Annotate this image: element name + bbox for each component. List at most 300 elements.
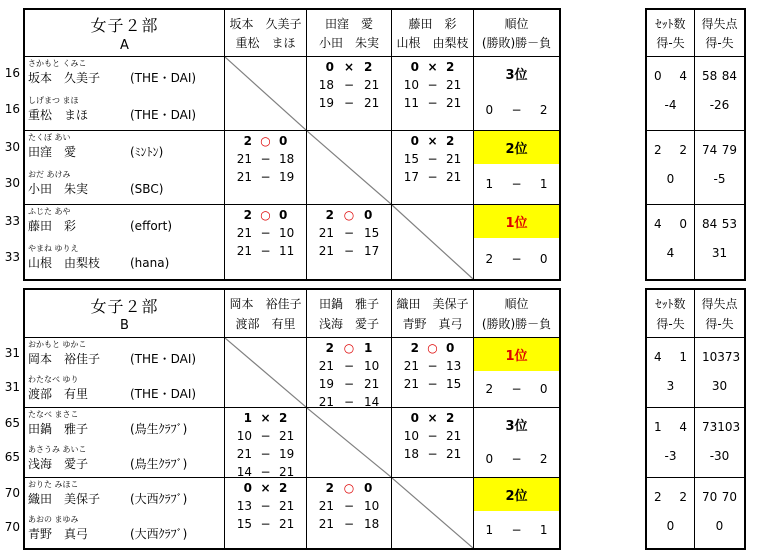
- sets-lost: 2: [446, 411, 455, 425]
- rank-cell: [474, 57, 559, 131]
- self-match-cell: [307, 131, 392, 205]
- score-dash: −: [343, 395, 355, 408]
- score-dash: −: [427, 429, 438, 443]
- losses: 0: [539, 382, 548, 396]
- sets-lost: 0: [364, 481, 373, 495]
- game-score: 21: [446, 447, 462, 461]
- opponent-header: [392, 290, 474, 338]
- points-for: 70: [702, 490, 718, 504]
- opponent-name: 岡本 裕佳子: [229, 297, 302, 311]
- player-entry: [25, 168, 224, 205]
- sets-lost: 2: [364, 60, 373, 74]
- team-cell: [25, 205, 225, 279]
- sets-summary-cell: [647, 131, 695, 205]
- game-score: 21: [403, 359, 419, 373]
- match-cell: [392, 338, 474, 408]
- opponent-header: [307, 10, 392, 57]
- score-dash: −: [427, 152, 438, 166]
- losses: 1: [539, 522, 548, 537]
- game-score: 21: [446, 429, 462, 443]
- match-cell: [225, 205, 307, 279]
- opponent-name: 小田 朱実: [318, 36, 379, 51]
- game-score: 21: [236, 244, 252, 258]
- score-dash: −: [343, 96, 355, 110]
- player-name: 田窪 愛: [28, 145, 77, 159]
- game-score: 21: [318, 359, 334, 373]
- opponent-header: [307, 290, 392, 338]
- sets-subtitle: 得-失: [656, 36, 685, 51]
- sets-against: 4: [679, 69, 687, 83]
- result-symbol: ×: [427, 411, 438, 425]
- points-for: 103: [702, 350, 725, 364]
- score-dash: −: [511, 452, 522, 466]
- sets-won: 2: [325, 481, 334, 495]
- player-entry: [25, 242, 224, 279]
- score-dash: −: [343, 517, 355, 531]
- player-entry: [25, 373, 224, 408]
- score-dash: −: [511, 522, 522, 537]
- sets-lost: 1: [364, 341, 373, 355]
- sets-won: 0: [410, 411, 419, 425]
- player-furigana: たなべ まさこ: [28, 410, 79, 419]
- match-cell: [225, 478, 307, 548]
- sets-against: 0: [679, 217, 687, 231]
- points-for: 73: [702, 420, 718, 434]
- score-dash: −: [343, 78, 355, 92]
- game-score: 11: [403, 96, 419, 110]
- row-number: 30: [4, 140, 20, 154]
- points-diff: -5: [713, 172, 726, 186]
- row-number: 70: [4, 486, 20, 500]
- player-club: (大西ｸﾗﾌﾞ): [130, 527, 188, 541]
- sets-won: 2: [325, 341, 334, 355]
- player-club: (THE・DAI): [130, 352, 197, 366]
- points-against: 73: [724, 350, 741, 364]
- row-number: 70: [4, 520, 20, 534]
- sets-lost: 0: [279, 134, 288, 148]
- game-score: 13: [236, 499, 252, 513]
- player-entry: [25, 478, 224, 513]
- game-score: 21: [364, 78, 380, 92]
- match-cell: [392, 408, 474, 478]
- points-diff: 31: [711, 246, 728, 260]
- points-against: 84: [721, 69, 737, 83]
- self-match-cell: [225, 57, 307, 131]
- win-loss: [474, 511, 559, 548]
- score-dash: −: [511, 103, 522, 117]
- points-summary-cell: [695, 338, 744, 408]
- row-number: 65: [4, 450, 20, 464]
- points-diff: 30: [711, 379, 728, 393]
- game-score: 21: [236, 226, 252, 240]
- opponent-name: 田窪 愛: [324, 16, 373, 31]
- match-cell: [225, 131, 307, 205]
- player-entry: [25, 131, 224, 168]
- sets-for: 4: [654, 350, 662, 364]
- sets-summary-cell: [647, 338, 695, 408]
- group-letter: A: [120, 37, 129, 53]
- result-symbol: ○: [427, 341, 438, 355]
- sets-won: 0: [243, 481, 252, 495]
- game-score: 17: [403, 170, 419, 184]
- score-dash: −: [260, 517, 271, 531]
- player-name: 渡部 有里: [28, 386, 89, 401]
- wins: 1: [485, 177, 494, 191]
- player-club: (鳥生ｸﾗﾌﾞ): [130, 456, 188, 471]
- sets-summary-header: [647, 10, 695, 57]
- player-name: 岡本 裕佳子: [28, 352, 101, 366]
- game-score: 10: [364, 499, 380, 513]
- self-match-cell: [225, 338, 307, 408]
- score-dash: −: [511, 177, 522, 191]
- self-match-cell: [307, 408, 392, 478]
- sets-for: 4: [654, 217, 662, 231]
- score-dash: −: [260, 152, 271, 166]
- group-b-results-table: [23, 288, 561, 550]
- game-score: 10: [403, 429, 419, 443]
- score-dash: −: [260, 499, 271, 513]
- points-summary-cell: [695, 205, 744, 279]
- points-against: 103: [717, 420, 741, 434]
- division-title: 女子２部: [90, 296, 159, 316]
- game-score: 10: [279, 226, 295, 240]
- match-cell: [392, 57, 474, 131]
- diagonal-line: [392, 478, 473, 548]
- player-entry: [25, 338, 224, 373]
- sets-won: 0: [325, 60, 334, 74]
- match-cell: [307, 478, 392, 548]
- player-name: 浅海 愛子: [28, 456, 89, 471]
- game-score: 15: [403, 152, 419, 166]
- player-entry: [25, 408, 224, 443]
- sets-diff: 0: [666, 519, 675, 533]
- points-summary-header: [695, 10, 744, 57]
- score-dash: −: [343, 244, 355, 258]
- result-symbol: ○: [343, 341, 355, 355]
- sets-lost: 0: [279, 208, 288, 222]
- score-dash: −: [511, 382, 522, 396]
- sets-won: 0: [410, 134, 419, 148]
- sets-diff: 0: [666, 172, 675, 186]
- score-dash: −: [427, 359, 438, 373]
- player-club: (SBC): [130, 181, 164, 196]
- game-score: 21: [279, 465, 295, 478]
- game-score: 19: [279, 447, 295, 461]
- group-title-cell: [25, 10, 225, 57]
- rank-label: 1位: [505, 216, 528, 231]
- player-name: 青野 真弓: [28, 527, 89, 541]
- game-score: 21: [318, 395, 334, 408]
- sets-lost: 2: [446, 134, 455, 148]
- game-score: 21: [318, 244, 334, 258]
- game-score: 21: [446, 78, 462, 92]
- sets-diff: -3: [664, 449, 677, 463]
- sets-lost: 2: [446, 60, 455, 74]
- player-entry: [25, 513, 224, 548]
- team-cell: [25, 57, 225, 131]
- team-cell: [25, 408, 225, 478]
- rank-band: [474, 131, 559, 164]
- score-dash: −: [427, 447, 438, 461]
- game-score: 21: [279, 429, 295, 443]
- game-score: 18: [279, 152, 295, 166]
- group-title-cell: [25, 290, 225, 338]
- result-symbol: ×: [343, 60, 355, 74]
- opponent-name: 織田 美保子: [396, 297, 469, 311]
- opponent-name: 重松 まほ: [235, 36, 296, 51]
- game-score: 21: [318, 517, 334, 531]
- game-score: 21: [236, 152, 252, 166]
- player-name: 田鍋 雅子: [28, 422, 89, 436]
- player-name: 藤田 彩: [28, 219, 77, 233]
- opponent-name: 藤田 彩: [408, 16, 457, 31]
- sets-summary-cell: [647, 205, 695, 279]
- player-entry: [25, 94, 224, 131]
- sets-lost: 0: [446, 341, 455, 355]
- game-score: 10: [364, 359, 380, 373]
- sets-title: ｾｯﾄ数: [655, 16, 686, 31]
- row-number: 33: [4, 250, 20, 264]
- game-score: 10: [403, 78, 419, 92]
- player-furigana: たくぼ あい: [28, 133, 71, 142]
- team-cell: [25, 478, 225, 548]
- player-entry: [25, 205, 224, 242]
- opponent-header: [392, 10, 474, 57]
- score-dash: −: [260, 226, 271, 240]
- diagonal-line: [225, 338, 306, 407]
- win-loss: [474, 238, 559, 279]
- game-score: 21: [318, 226, 334, 240]
- points-diff: 0: [715, 519, 724, 533]
- losses: 2: [539, 452, 548, 466]
- points-subtitle: 得-失: [705, 317, 734, 331]
- sets-lost: 2: [279, 481, 288, 495]
- game-score: 21: [236, 170, 252, 184]
- sets-summary-cell: [647, 408, 695, 478]
- team-cell: [25, 338, 225, 408]
- player-name: 山根 由梨枝: [28, 256, 101, 270]
- points-summary-header: [695, 290, 744, 338]
- self-match-cell: [392, 478, 474, 548]
- game-score: 21: [446, 152, 462, 166]
- player-club: (THE・DAI): [130, 71, 197, 85]
- rank-cell: [474, 338, 559, 408]
- result-symbol: ○: [343, 208, 355, 222]
- sets-summary-cell: [647, 478, 695, 548]
- rank-header-line: (勝敗)勝－負: [481, 317, 552, 331]
- sets-won: 0: [410, 60, 419, 74]
- diagonal-line: [307, 131, 391, 204]
- game-score: 21: [279, 499, 295, 513]
- score-dash: −: [343, 377, 355, 391]
- diagonal-line: [392, 205, 473, 279]
- rank-header-line: 順位: [504, 297, 529, 311]
- row-number: 31: [4, 346, 20, 360]
- team-cell: [25, 131, 225, 205]
- score-dash: −: [427, 377, 438, 391]
- game-score: 21: [364, 96, 380, 110]
- sets-for: 0: [654, 69, 662, 83]
- score-dash: −: [260, 447, 271, 461]
- diagonal-line: [307, 408, 391, 477]
- player-name: 織田 美保子: [28, 492, 101, 506]
- wins: 2: [485, 251, 494, 266]
- score-dash: −: [260, 429, 271, 443]
- row-number: 16: [4, 66, 20, 80]
- row-number: 31: [4, 380, 20, 394]
- match-cell: [307, 205, 392, 279]
- opponent-name: 坂本 久美子: [229, 16, 302, 31]
- game-score: 21: [364, 377, 380, 391]
- row-number: 16: [4, 102, 20, 116]
- score-dash: −: [343, 359, 355, 373]
- wins: 0: [485, 452, 494, 466]
- opponent-header: [225, 290, 307, 338]
- player-club: (THE・DAI): [130, 386, 197, 401]
- score-dash: −: [260, 170, 271, 184]
- row-number: 65: [4, 416, 20, 430]
- sets-diff: -4: [664, 98, 677, 112]
- game-score: 19: [279, 170, 295, 184]
- losses: 2: [539, 103, 548, 117]
- wins: 1: [485, 522, 494, 537]
- opponent-name: 渡部 有里: [235, 317, 296, 331]
- result-symbol: ○: [260, 134, 271, 148]
- sets-lost: 2: [279, 411, 288, 425]
- points-title: 得失点: [701, 16, 738, 31]
- wins: 2: [485, 382, 494, 396]
- sets-for: 2: [654, 143, 662, 157]
- player-club: (THE・DAI): [130, 107, 197, 122]
- wins: 0: [485, 103, 494, 117]
- game-score: 21: [446, 170, 462, 184]
- result-symbol: ×: [260, 481, 271, 495]
- sets-against: 4: [679, 420, 687, 434]
- player-club: (ﾐﾝﾄﾝ): [130, 145, 164, 159]
- player-club: (hana): [130, 256, 170, 270]
- rank-cell: [474, 408, 559, 478]
- sets-won: 2: [410, 341, 419, 355]
- player-furigana: あさうみ あいこ: [28, 444, 87, 454]
- result-symbol: ○: [343, 481, 355, 495]
- player-furigana: おだ あけみ: [28, 169, 71, 179]
- rank-header-line: (勝敗)勝－負: [481, 36, 552, 51]
- game-score: 18: [403, 447, 419, 461]
- rank-band: [474, 408, 559, 441]
- game-score: 21: [446, 96, 462, 110]
- game-score: 15: [364, 226, 380, 240]
- rank-band: [474, 478, 559, 511]
- division-title: 女子２部: [90, 16, 159, 36]
- result-symbol: ×: [260, 411, 271, 425]
- rank-header: [474, 290, 559, 338]
- game-score: 18: [318, 78, 334, 92]
- player-furigana: おかもと ゆかこ: [28, 340, 87, 349]
- sets-diff: 4: [666, 246, 675, 260]
- rank-label: 3位: [505, 419, 528, 434]
- row-number: 30: [4, 176, 20, 190]
- player-name: 小田 朱実: [28, 181, 89, 196]
- rank-band: [474, 57, 559, 90]
- opponent-header: [225, 10, 307, 57]
- sets-against: 1: [679, 350, 687, 364]
- player-entry: [25, 57, 224, 94]
- win-loss: [474, 164, 559, 204]
- points-diff: -26: [709, 98, 730, 112]
- rank-cell: [474, 478, 559, 548]
- rank-label: 1位: [505, 349, 528, 364]
- player-club: (effort): [130, 219, 172, 233]
- game-score: 10: [236, 429, 252, 443]
- points-summary-cell: [695, 57, 744, 131]
- row-number: 33: [4, 214, 20, 228]
- sets-diff: 3: [666, 379, 675, 393]
- opponent-name: 浅海 愛子: [318, 317, 379, 331]
- points-title: 得失点: [701, 297, 738, 311]
- rank-cell: [474, 131, 559, 205]
- player-furigana: さかもと くみこ: [28, 59, 87, 68]
- match-cell: [225, 408, 307, 478]
- match-cell: [307, 338, 392, 408]
- sets-against: 2: [679, 143, 687, 157]
- points-subtitle: 得-失: [705, 36, 734, 51]
- player-furigana: わたなべ ゆり: [28, 374, 79, 384]
- player-furigana: やまね ゆりえ: [28, 244, 79, 253]
- game-score: 21: [403, 377, 419, 391]
- score-dash: −: [260, 244, 271, 258]
- points-summary-cell: [695, 478, 744, 548]
- game-score: 14: [236, 465, 252, 478]
- opponent-name: 山根 由梨枝: [396, 36, 469, 51]
- group-b-summary-table: [645, 288, 746, 550]
- sets-for: 1: [654, 420, 662, 434]
- player-furigana: ふじた あや: [28, 207, 71, 216]
- game-score: 19: [318, 377, 334, 391]
- sets-lost: 0: [364, 208, 373, 222]
- rank-header-line: 順位: [504, 16, 529, 31]
- game-score: 21: [279, 517, 295, 531]
- opponent-name: 青野 真弓: [402, 317, 463, 331]
- player-name: 重松 まほ: [28, 107, 89, 122]
- group-letter: B: [120, 318, 129, 334]
- sets-won: 2: [243, 208, 252, 222]
- result-symbol: ×: [427, 134, 438, 148]
- points-summary-cell: [695, 408, 744, 478]
- sets-subtitle: 得-失: [656, 317, 685, 331]
- rank-header: [474, 10, 559, 57]
- sets-won: 2: [243, 134, 252, 148]
- game-score: 15: [446, 377, 462, 391]
- score-dash: −: [427, 96, 438, 110]
- score-dash: −: [260, 465, 271, 478]
- points-against: 53: [721, 217, 737, 231]
- player-furigana: しげまつ まほ: [28, 95, 79, 105]
- rank-band: [474, 338, 559, 371]
- losses: 1: [539, 177, 548, 191]
- match-cell: [392, 131, 474, 205]
- result-symbol: ×: [427, 60, 438, 74]
- rank-label: 2位: [505, 142, 528, 157]
- points-for: 84: [702, 217, 718, 231]
- sets-won: 1: [243, 411, 252, 425]
- game-score: 11: [279, 244, 295, 258]
- sets-against: 2: [679, 490, 687, 504]
- group-a-summary-table: [645, 8, 746, 281]
- game-score: 17: [364, 244, 380, 258]
- game-score: 21: [236, 447, 252, 461]
- points-against: 70: [721, 490, 737, 504]
- rank-cell: [474, 205, 559, 279]
